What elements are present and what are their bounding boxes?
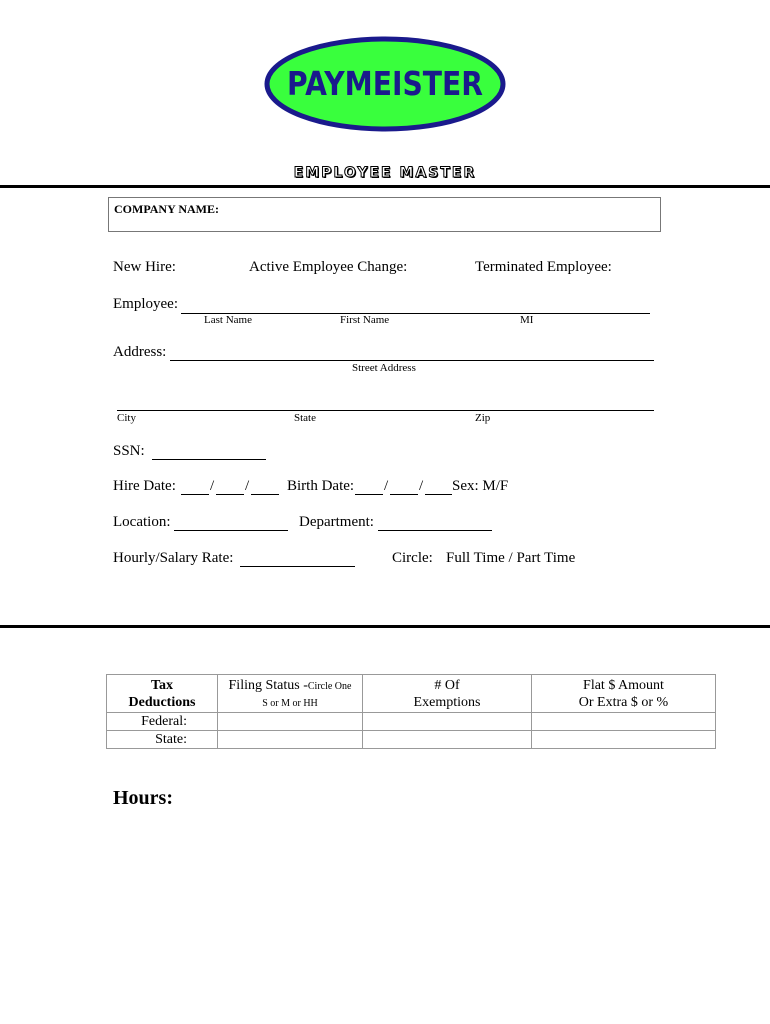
hire-day-field[interactable] <box>216 494 244 495</box>
table-row <box>107 713 716 731</box>
employee-label: Employee: <box>113 296 178 312</box>
company-name-field[interactable] <box>108 197 661 232</box>
federal-label: Federal: <box>107 713 218 731</box>
tax-deductions-header: Tax Deductions <box>107 675 218 713</box>
hire-date-label: Hire Date: <box>113 478 176 494</box>
state-label: State <box>294 412 316 424</box>
date-separator: / <box>419 478 424 494</box>
date-separator: / <box>245 478 250 494</box>
table-header-row <box>107 675 716 713</box>
terminated-label: Terminated Employee: <box>475 259 612 275</box>
location-field[interactable] <box>174 530 288 531</box>
mi-label: MI <box>520 314 534 326</box>
federal-exemptions-cell[interactable] <box>363 713 532 731</box>
birth-day-field[interactable] <box>390 494 418 495</box>
state-exemptions-cell[interactable] <box>363 731 532 749</box>
birth-month-field[interactable] <box>355 494 383 495</box>
first-name-label: First Name <box>340 314 390 326</box>
company-name-label: COMPANY NAME: <box>114 202 219 216</box>
date-separator: / <box>210 478 215 494</box>
federal-filing-status-cell[interactable] <box>218 713 363 731</box>
birth-year-field[interactable] <box>425 494 452 495</box>
flat-amount-header: Flat $ Amount Or Extra $ or % <box>532 675 716 713</box>
exemptions-header: # Of Exemptions <box>363 675 532 713</box>
hours-label: Hours: <box>113 787 173 809</box>
address-label: Address: <box>113 344 167 360</box>
street-address-label: Street Address <box>352 362 416 374</box>
federal-extra-amount-cell[interactable] <box>532 713 716 731</box>
rate-label: Hourly/Salary Rate: <box>113 550 234 566</box>
last-name-label: Last Name <box>204 314 252 326</box>
top-divider <box>0 185 770 188</box>
location-label: Location: <box>113 514 171 530</box>
city-label: City <box>117 412 136 424</box>
birth-date-label: Birth Date: <box>287 478 355 494</box>
active-change-label: Active Employee Change: <box>249 259 408 275</box>
hire-month-field[interactable] <box>181 494 209 495</box>
ssn-field[interactable] <box>152 459 266 460</box>
tax-deductions-table <box>106 674 716 749</box>
department-label: Department: <box>299 514 374 530</box>
date-separator: / <box>384 478 389 494</box>
logo-text: PAYMEISTER <box>287 64 483 103</box>
zip-label: Zip <box>475 412 491 424</box>
hire-year-field[interactable] <box>251 494 279 495</box>
filing-status-header: Filing Status -Circle One S or M or HH <box>218 675 363 713</box>
table-row <box>107 731 716 749</box>
rate-field[interactable] <box>240 566 355 567</box>
street-address-line[interactable] <box>170 360 654 361</box>
middle-divider <box>0 625 770 628</box>
form-title: EMPLOYEE MASTER <box>293 165 477 181</box>
new-hire-label: New Hire: <box>113 259 176 275</box>
sex-label: Sex: M/F <box>452 478 509 494</box>
paymeister-logo <box>264 36 506 132</box>
city-state-zip-line[interactable] <box>117 410 654 411</box>
state-extra-amount-cell[interactable] <box>532 731 716 749</box>
state-tax-label: State: <box>107 731 218 749</box>
state-filing-status-cell[interactable] <box>218 731 363 749</box>
department-field[interactable] <box>378 530 492 531</box>
employment-type-options[interactable]: Full Time / Part Time <box>446 550 576 566</box>
circle-label: Circle: <box>392 550 433 566</box>
ssn-label: SSN: <box>113 443 145 459</box>
